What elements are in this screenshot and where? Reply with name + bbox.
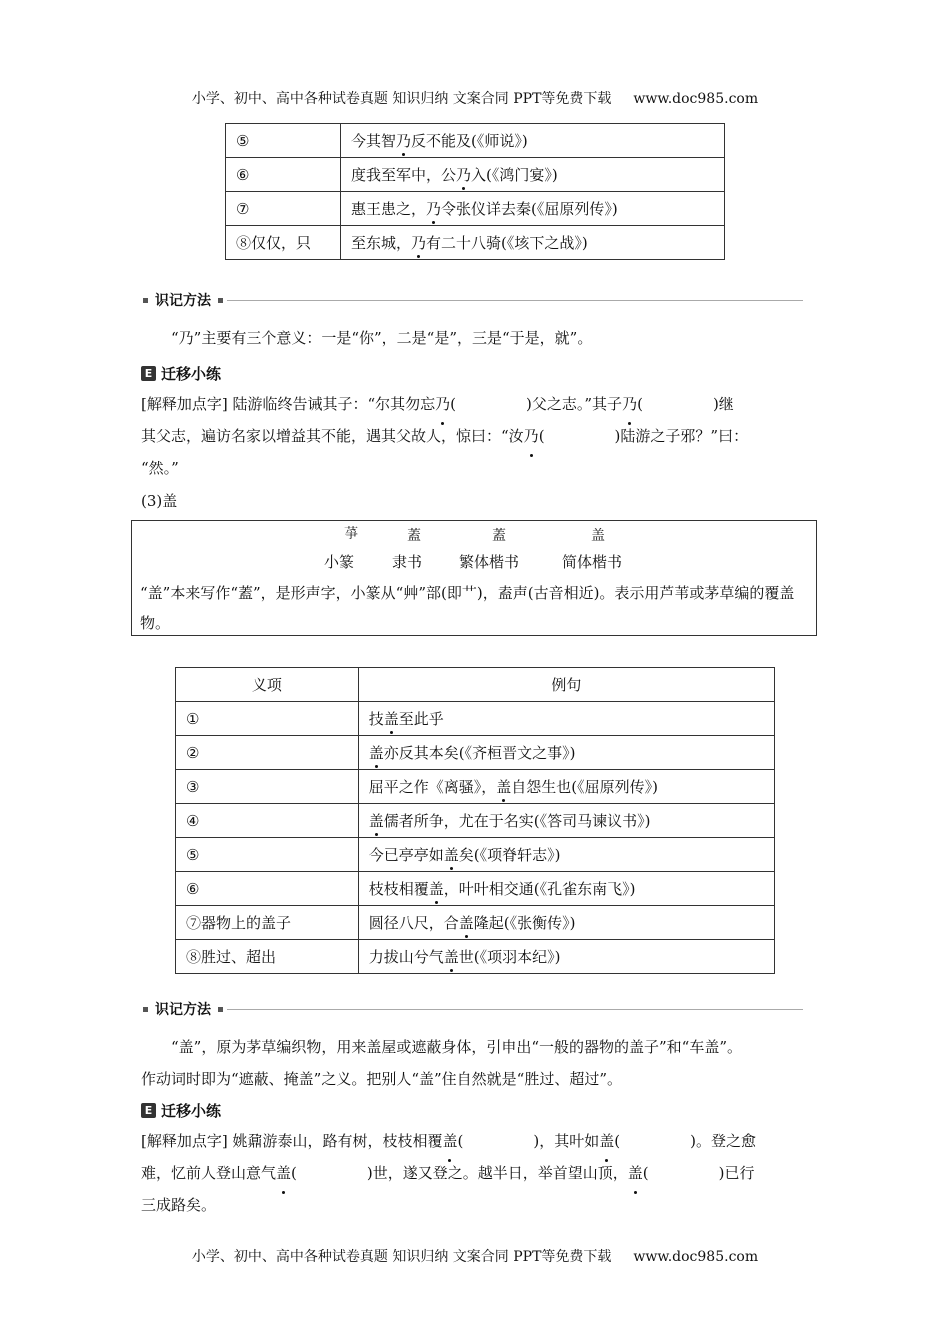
footer-url[interactable]: www.doc985.com: [633, 1249, 759, 1265]
example-cell: 盖儒者所争，尤在于名实(《答司马谏议书》): [358, 804, 774, 838]
divider: [227, 1009, 803, 1010]
method-heading-1: [143, 290, 803, 310]
example-cell: 力拔山兮气盖世(《项羽本纪》): [358, 940, 774, 974]
dotted-char: 乃: [411, 234, 427, 252]
table-gai-senses: [175, 667, 775, 974]
dotted-char: 乃: [426, 200, 442, 218]
glyph-label: 隶书: [392, 553, 423, 571]
dotted-char: 乃: [622, 388, 637, 420]
bullet-square-icon: [143, 298, 148, 303]
table-row: [176, 940, 775, 974]
section-title: (3)盖: [141, 492, 178, 510]
etymology-box: [131, 520, 817, 636]
sense-cell: ①: [176, 702, 359, 736]
example-cell: 今其智乃反不能及(《师说》): [341, 124, 725, 158]
example-cell: 盖亦反其本矣(《齐桓晋文之事》): [358, 736, 774, 770]
dotted-char: 盖: [428, 880, 444, 898]
sense-cell: ⑧胜过、超出: [176, 940, 359, 974]
divider: [227, 300, 803, 301]
header-text: 小学、初中、高中各种试卷真题 知识归纳 文案合同 PPT等免费下载: [191, 91, 612, 107]
example-cell: 惠王患之，乃令张仪详去秦(《屈原列传》): [341, 192, 725, 226]
exercise-icon: E: [141, 366, 156, 381]
dotted-char: 乃: [456, 166, 472, 184]
page-header: [0, 88, 950, 108]
dotted-char: 盖: [276, 1157, 291, 1189]
exercise-line: 难，忆前人登山意气盖( )世，遂又登之。越半日，举首望山顶，盖( )已行: [141, 1157, 811, 1189]
practice-heading-label: 迁移小练: [161, 364, 222, 383]
table-row: [176, 906, 775, 940]
table-row: [176, 736, 775, 770]
sense-cell: ⑦: [226, 192, 341, 226]
sense-cell: ⑤: [176, 838, 359, 872]
example-cell: 今已亭亭如盖矣(《项脊轩志》): [358, 838, 774, 872]
glyph-label: 简体楷书: [562, 553, 623, 571]
dotted-char: 乃: [524, 420, 539, 452]
glyph-simplified: 盖: [591, 528, 605, 544]
table-row: [176, 838, 775, 872]
bullet-square-icon: [143, 1007, 148, 1012]
table-row: [176, 804, 775, 838]
sense-cell: ⑦器物上的盖子: [176, 906, 359, 940]
example-cell: 技盖至此乎: [358, 702, 774, 736]
sense-cell: ⑧仅仅，只: [226, 226, 341, 260]
dotted-char: 盖: [458, 914, 474, 932]
glyph-label: 小篆: [324, 553, 355, 571]
example-cell: 圆径八尺，合盖隆起(《张衡传》): [358, 906, 774, 940]
sense-cell: ②: [176, 736, 359, 770]
dotted-char: 盖: [368, 812, 384, 830]
exercise-line: [解释加点字] 姚鼐游泰山，路有树，枝枝相覆盖( )，其叶如盖( )。登之愈: [141, 1125, 811, 1157]
practice-heading-2: [141, 1100, 221, 1120]
exercise-line: [解释加点字] 陆游临终告诫其子：“尔其勿忘乃( )父之志。”其子乃( )继: [141, 388, 811, 420]
practice-heading-label: 迁移小练: [161, 1101, 222, 1120]
method-line: 作动词时即为“遮蔽、掩盖”之义。把别人“盖”住自然就是“胜过、超过”。: [141, 1070, 623, 1088]
dotted-char: 乃: [435, 388, 450, 420]
bullet-square-icon: [218, 298, 223, 303]
glyph-label: 繁体楷书: [459, 553, 520, 571]
method-line: “盖”，原为茅草编织物，用来盖屋或遮蔽身体，引申出“一般的器物的盖子”和“车盖”。: [171, 1038, 743, 1056]
dotted-char: 盖: [496, 778, 512, 796]
example-cell: 枝枝相覆盖，叶叶相交通(《孔雀东南飞》): [358, 872, 774, 906]
dotted-char: 盖: [368, 744, 384, 762]
example-cell: 度我至军中，公乃入(《鸿门宴》): [341, 158, 725, 192]
glyph-label-row: [132, 551, 816, 573]
example-cell: 屈平之作《离骚》，盖自怨生也(《屈原列传》): [358, 770, 774, 804]
glyph-traditional: 蓋: [492, 528, 506, 544]
dotted-char: 盖: [442, 1125, 457, 1157]
dotted-char: 盖: [383, 710, 399, 728]
method-text-2: [141, 1031, 811, 1095]
sense-cell: ⑥: [176, 872, 359, 906]
table-header-row: [176, 668, 775, 702]
glyph-seal: 𦱊: [344, 526, 358, 542]
exercise-icon: E: [141, 1103, 156, 1118]
header-url[interactable]: www.doc985.com: [633, 91, 759, 107]
dotted-char: 盖: [443, 948, 459, 966]
sense-cell: ⑤: [226, 124, 341, 158]
page-footer: [0, 1246, 950, 1266]
table-nai-senses: [225, 123, 725, 260]
dotted-char: 盖: [443, 846, 459, 864]
table-row: [176, 702, 775, 736]
footer-text: 小学、初中、高中各种试卷真题 知识归纳 文案合同 PPT等免费下载: [191, 1249, 612, 1265]
dotted-char: 盖: [628, 1157, 643, 1189]
method-heading-label: 识记方法: [155, 1002, 211, 1018]
table-row: [176, 872, 775, 906]
table-row: [226, 192, 725, 226]
table-row: [226, 124, 725, 158]
exercise-line: 三成路矣。: [141, 1196, 217, 1214]
column-header: 义项: [176, 668, 359, 702]
exercise-line: 其父志，遍访名家以增益其不能，遇其父故人，惊曰：“汝乃( )陆游之子邪？”曰：: [141, 420, 811, 452]
method-heading-2: [143, 999, 803, 1019]
exercise-line: “然。”: [141, 459, 179, 477]
method-heading-label: 识记方法: [155, 293, 211, 309]
sense-cell: ⑥: [226, 158, 341, 192]
glyph-clerical: 蓋: [407, 528, 421, 544]
table-row: [226, 158, 725, 192]
practice-exercise-2: [141, 1125, 811, 1221]
sense-cell: ③: [176, 770, 359, 804]
table-row: [176, 770, 775, 804]
dotted-char: 乃: [396, 132, 412, 150]
glyph-row: [132, 525, 816, 547]
sense-cell: ④: [176, 804, 359, 838]
column-header: 例句: [358, 668, 774, 702]
method-text-1: “乃”主要有三个意义：一是“你”，二是“是”，三是“于是，就”。: [171, 329, 593, 347]
etymology-text: “盖”本来写作“蓋”，是形声字，小篆从“艸”部(即艹)，盍声(古音相近)。表示用芦苇或茅草编的覆盖物。: [140, 584, 795, 632]
practice-heading-1: [141, 363, 221, 383]
bullet-square-icon: [218, 1007, 223, 1012]
table-row: [226, 226, 725, 260]
practice-exercise-1: [141, 388, 811, 484]
dotted-char: 盖: [599, 1125, 614, 1157]
example-cell: 至东城，乃有二十八骑(《垓下之战》): [341, 226, 725, 260]
